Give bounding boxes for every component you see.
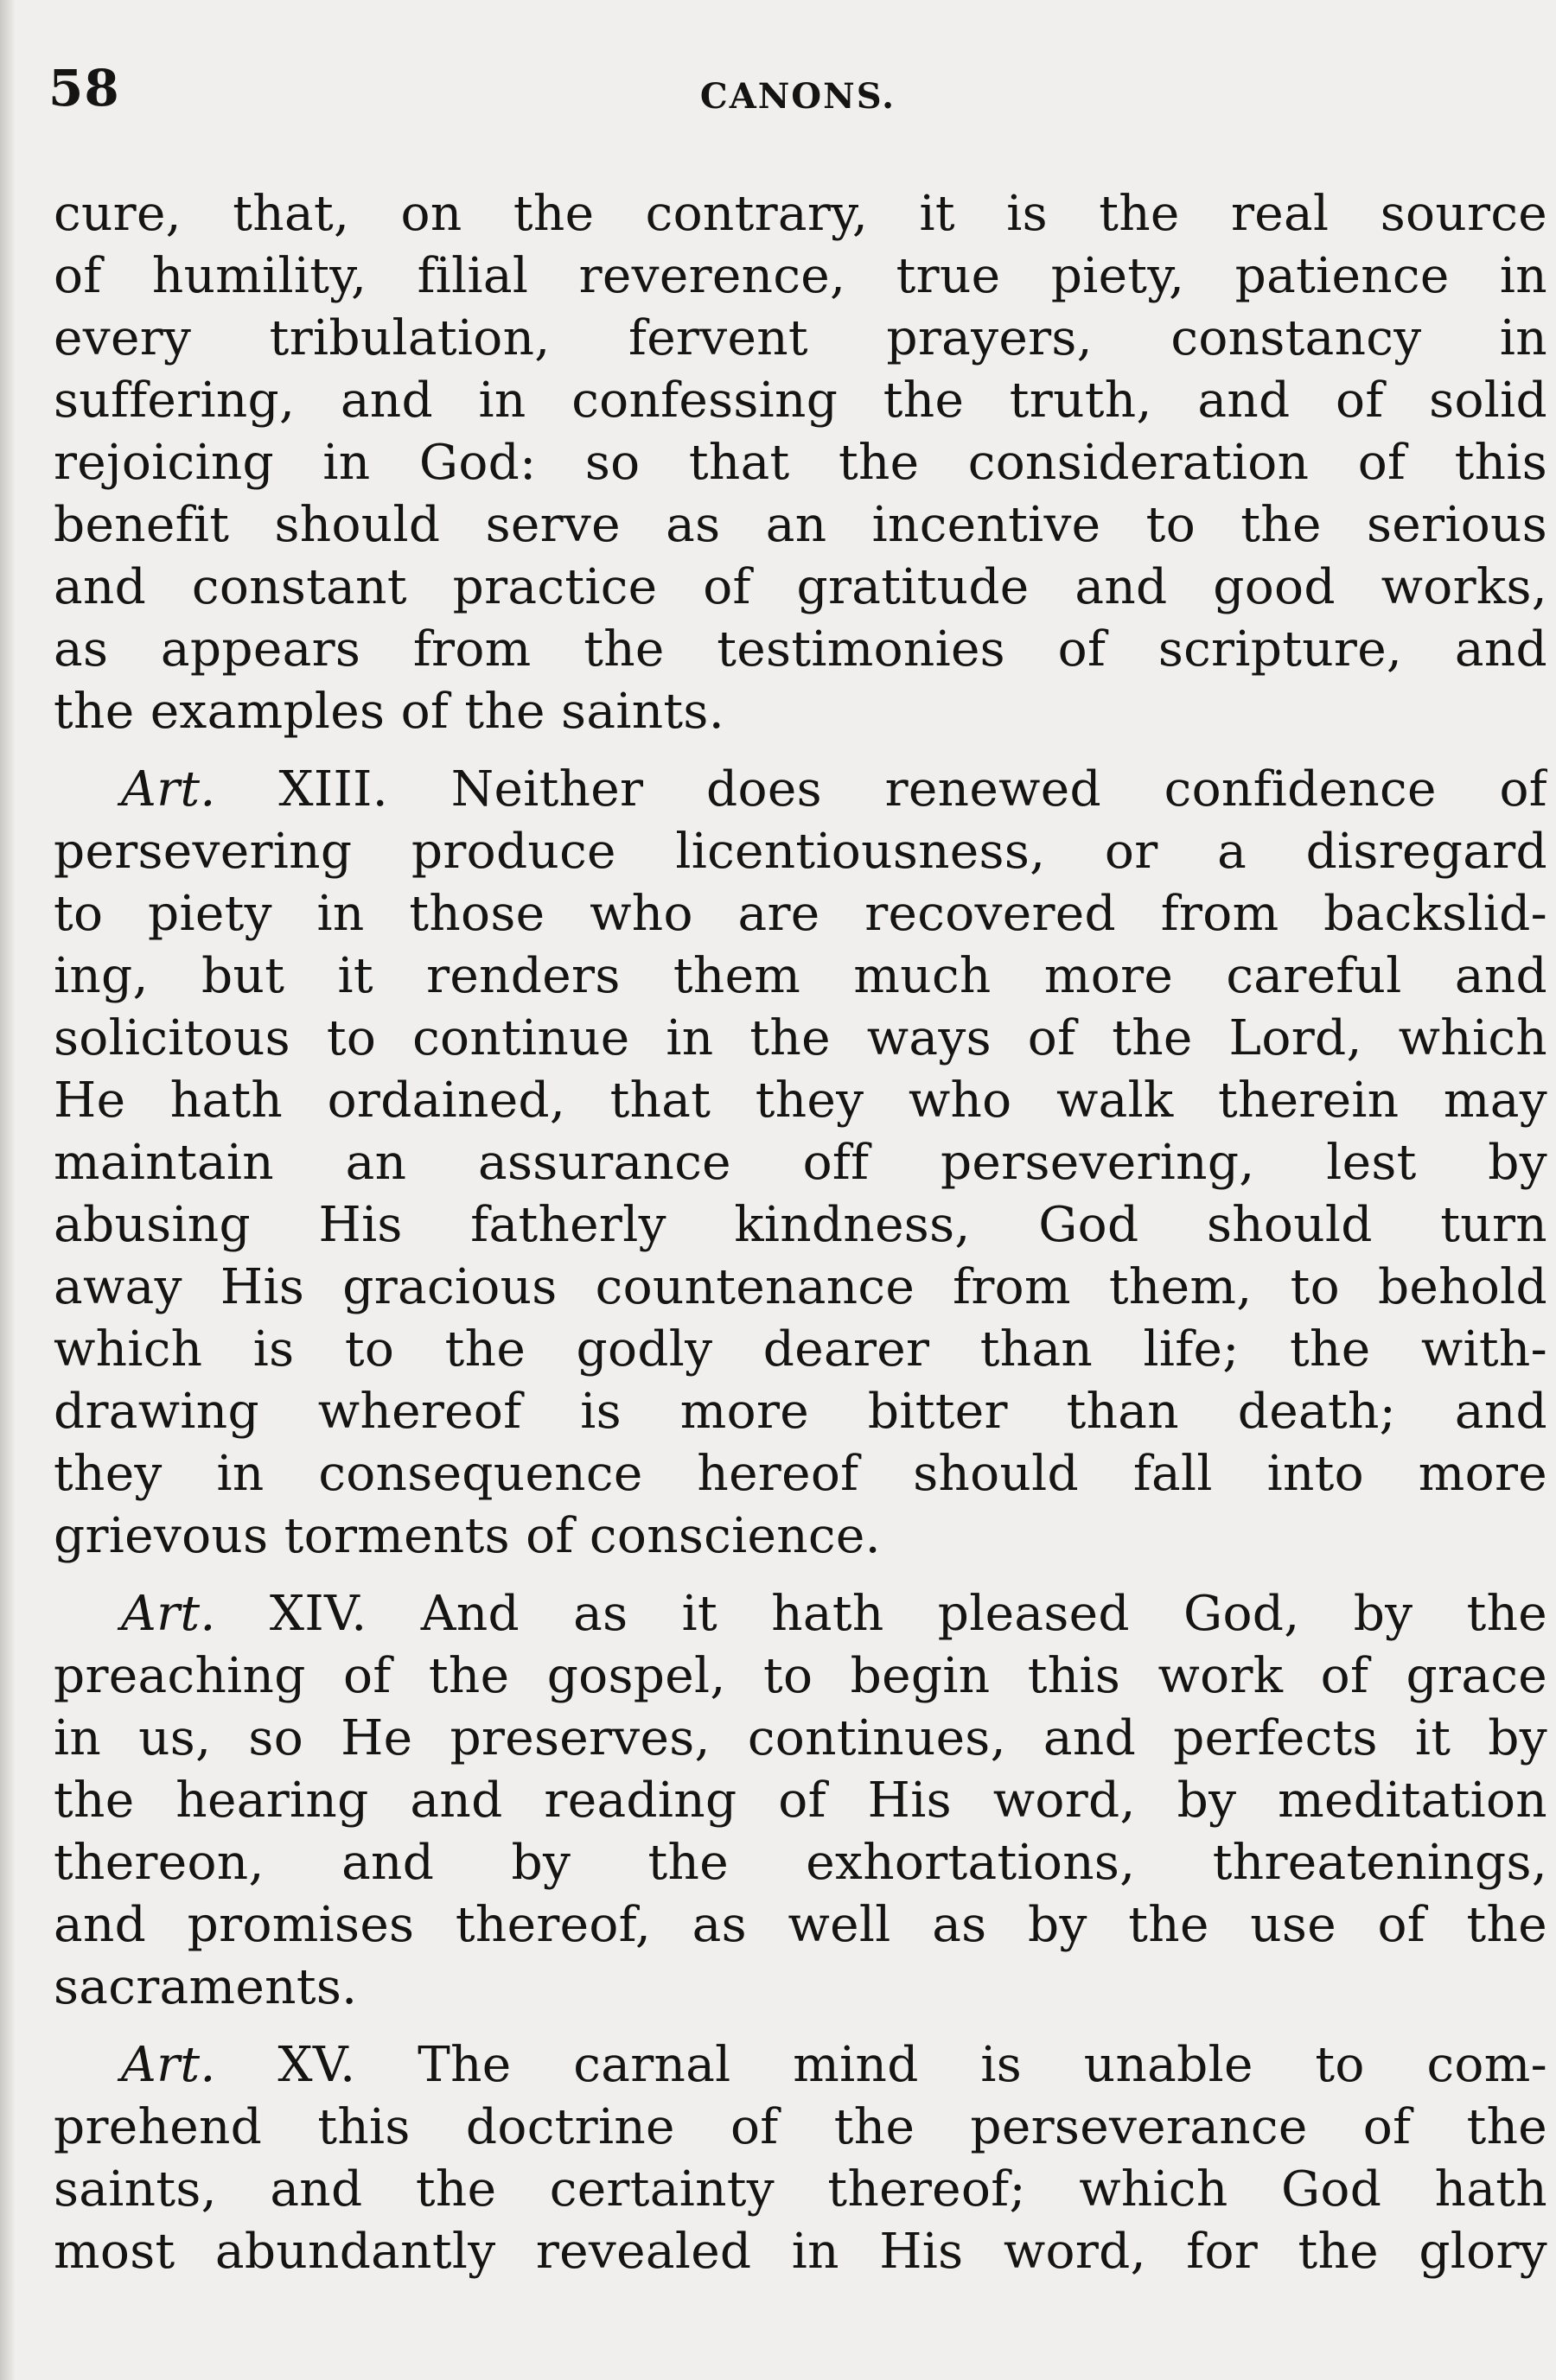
article-xiii <box>54 759 1547 1568</box>
text-line: thereon, and by the exhortations, threatenings, <box>54 1835 1547 1891</box>
text-line: He hath ordained, that they who walk therein may <box>54 1072 1547 1129</box>
text-line: preaching of the gospel, to begin this work of grace <box>54 1648 1547 1704</box>
page-number: 58 <box>48 59 120 118</box>
text-line: sacraments. <box>54 1959 358 2015</box>
text-line: solicitous to continue in the ways of the Lord, which <box>54 1010 1547 1066</box>
article-xv <box>54 2034 1547 2283</box>
text-line: as appears from the testimonies of scripture, and <box>54 621 1547 678</box>
article-first-line: XIV. And as it hath pleased God, by the <box>269 1586 1547 1642</box>
text-line: of humility, filial reverence, true piety, patience in <box>54 248 1547 304</box>
text-line: rejoicing in God: so that the consideration of this <box>54 435 1547 491</box>
article-first-line: XV. The carnal mind is unable to com- <box>277 2037 1547 2093</box>
page-gutter-shadow <box>0 0 16 2380</box>
text-line: which is to the godly dearer than life; the with- <box>54 1321 1547 1378</box>
body-text <box>54 183 1547 2283</box>
text-line: suffering, and in confessing the truth, and of solid <box>54 372 1547 429</box>
article-first-line: XIII. Neither does renewed confidence of <box>278 761 1547 818</box>
running-title: CANONS. <box>699 76 896 117</box>
text-line: to piety in those who are recovered from backslid- <box>54 886 1547 942</box>
article-label: Art. <box>121 2037 216 2093</box>
paragraph-continuation <box>54 183 1547 743</box>
text-line: prehend this doctrine of the perseverance of the <box>54 2099 1547 2155</box>
text-line: the examples of the saints. <box>54 684 724 740</box>
text-line: cure, that, on the contrary, it is the real source <box>54 186 1547 242</box>
text-line: persevering produce licentiousness, or a disregard <box>54 824 1547 880</box>
text-line: benefit should serve as an incentive to the serious <box>54 497 1547 553</box>
text-line: grievous torments of conscience. <box>54 1508 881 1564</box>
text-line: saints, and the certainty thereof; which God hath <box>54 2161 1547 2218</box>
text-line: in us, so He preserves, continues, and perfects it by <box>54 1710 1547 1766</box>
running-head <box>48 59 1547 128</box>
text-line: most abundantly revealed in His word, for the glory <box>54 2224 1547 2280</box>
text-line: drawing whereof is more bitter than death; and <box>54 1384 1547 1440</box>
text-line: and constant practice of gratitude and good works, <box>54 559 1547 615</box>
text-line: the hearing and reading of His word, by meditation <box>54 1772 1547 1829</box>
text-line: away His gracious countenance from them, to behold <box>54 1259 1547 1315</box>
article-label: Art. <box>121 1586 216 1642</box>
text-line: maintain an assurance off persevering, lest by <box>54 1135 1547 1191</box>
text-line: ing, but it renders them much more careful and <box>54 948 1547 1004</box>
text-line <box>54 2034 1547 2097</box>
text-line: every tribulation, fervent prayers, constancy in <box>54 310 1547 366</box>
article-label: Art. <box>121 761 216 818</box>
text-line: abusing His fatherly kindness, God should turn <box>54 1197 1547 1253</box>
text-line: and promises thereof, as well as by the use of the <box>54 1897 1547 1953</box>
text-line <box>54 1583 1547 1645</box>
text-line: they in consequence hereof should fall into more <box>54 1446 1547 1502</box>
article-xiv <box>54 1583 1547 2019</box>
text-line <box>54 759 1547 821</box>
